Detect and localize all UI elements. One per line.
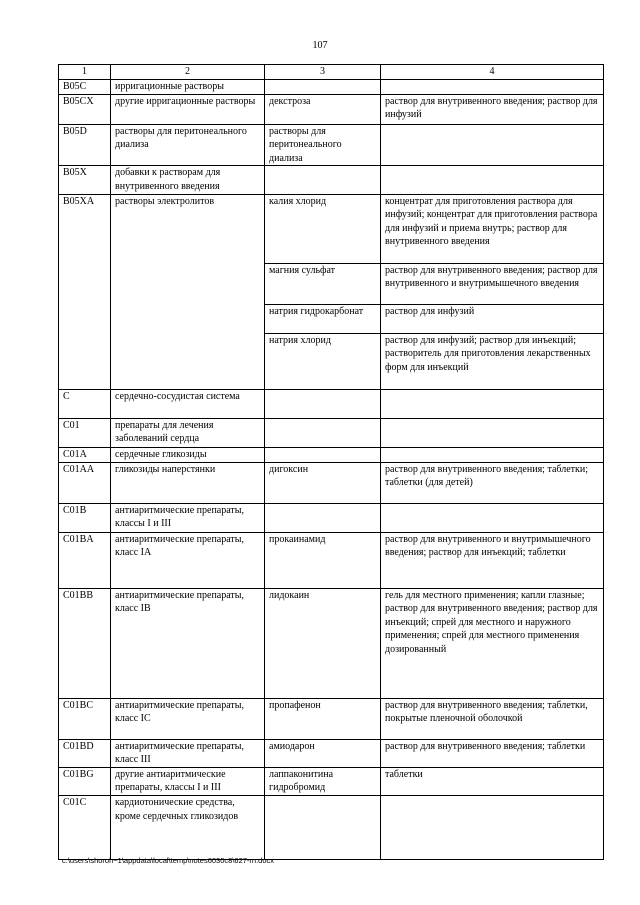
atc-code-cell: C01BA xyxy=(59,532,111,588)
atc-code-cell: C01C xyxy=(59,795,111,859)
header-cell-4: 4 xyxy=(381,65,604,80)
dosage-form-cell: раствор для внутривенного и внутримышечного введения; раствор для инъекций; таблетки xyxy=(381,532,604,588)
table-row xyxy=(59,389,604,418)
drug-name-cell xyxy=(265,503,381,532)
page-number: 107 xyxy=(312,40,328,51)
group-name-cell: антиаритмические препараты, класс IC xyxy=(111,698,265,739)
drug-name-cell: дигоксин xyxy=(265,462,381,503)
atc-code-cell: C01BD xyxy=(59,739,111,767)
table-row xyxy=(59,166,604,194)
group-name-cell: антиаритмические препараты, класс IB xyxy=(111,588,265,698)
table-row xyxy=(59,532,604,588)
drug-name-cell: натрия хлорид xyxy=(265,333,381,389)
table-row xyxy=(59,79,604,94)
atc-code-cell: C01BG xyxy=(59,767,111,795)
drug-name-cell: лаппаконитина гидробромид xyxy=(265,767,381,795)
atc-code-cell: C01 xyxy=(59,418,111,447)
group-name-cell: гликозиды наперстянки xyxy=(111,462,265,503)
dosage-form-cell xyxy=(381,795,604,859)
dosage-form-cell xyxy=(381,79,604,94)
drug-name-cell xyxy=(265,795,381,859)
drug-name-cell: пропафенон xyxy=(265,698,381,739)
dosage-form-cell: концентрат для приготовления раствора для инфузий; концентрат для приготовления раствора для инфузий и приема внутрь; раствор для внутривенного введения xyxy=(381,194,604,263)
group-name-cell: кардиотонические средства, кроме сердечных гликозидов xyxy=(111,795,265,859)
header-cell-1: 1 xyxy=(59,65,111,80)
group-name-cell: ирригационные растворы xyxy=(111,79,265,94)
dosage-form-cell xyxy=(381,447,604,462)
table-row xyxy=(59,124,604,166)
drug-name-cell: декстроза xyxy=(265,94,381,124)
table-row xyxy=(59,588,604,698)
table-row xyxy=(59,94,604,124)
dosage-form-cell: раствор для внутривенного введения; раствор для внутривенного и внутримышечного введения xyxy=(381,263,604,304)
medication-table xyxy=(58,64,604,860)
atc-code-cell: C01AA xyxy=(59,462,111,503)
table-row xyxy=(59,447,604,462)
table-row xyxy=(59,194,604,263)
group-name-cell: сердечно-сосудистая система xyxy=(111,389,265,418)
atc-code-cell: C xyxy=(59,389,111,418)
dosage-form-cell xyxy=(381,503,604,532)
drug-name-cell: магния сульфат xyxy=(265,263,381,304)
dosage-form-cell: раствор для инфузий; раствор для инъекций; растворитель для приготовления лекарственных форм для инъекций xyxy=(381,333,604,389)
drug-name-cell xyxy=(265,166,381,194)
atc-code-cell: B05C xyxy=(59,79,111,94)
dosage-form-cell: таблетки xyxy=(381,767,604,795)
group-name-cell: антиаритмические препараты, класс IA xyxy=(111,532,265,588)
group-name-cell: добавки к растворам для внутривенного введения xyxy=(111,166,265,194)
atc-code-cell: B05CX xyxy=(59,94,111,124)
atc-code-cell: B05XA xyxy=(59,194,111,389)
drug-name-cell: растворы для перитонеального диализа xyxy=(265,124,381,166)
group-name-cell: препараты для лечения заболеваний сердца xyxy=(111,418,265,447)
group-name-cell: другие ирригационные растворы xyxy=(111,94,265,124)
group-name-cell: растворы электролитов xyxy=(111,194,265,389)
dosage-form-cell xyxy=(381,418,604,447)
drug-name-cell: калия хлорид xyxy=(265,194,381,263)
dosage-form-cell xyxy=(381,389,604,418)
table-row xyxy=(59,795,604,859)
drug-name-cell: амиодарон xyxy=(265,739,381,767)
dosage-form-cell: гель для местного применения; капли глазные; раствор для внутривенного введения; раствор для инъекций; спрей для местного и наружного применения; спрей для местного применения дозированный xyxy=(381,588,604,698)
drug-name-cell xyxy=(265,447,381,462)
group-name-cell: другие антиаритмические препараты, классы I и III xyxy=(111,767,265,795)
atc-code-cell: B05D xyxy=(59,124,111,166)
dosage-form-cell: раствор для внутривенного введения; таблетки xyxy=(381,739,604,767)
group-name-cell: сердечные гликозиды xyxy=(111,447,265,462)
drug-name-cell: натрия гидрокарбонат xyxy=(265,304,381,333)
table-row xyxy=(59,739,604,767)
dosage-form-cell: раствор для внутривенного введения; таблетки, покрытые пленочной оболочкой xyxy=(381,698,604,739)
table-row xyxy=(59,767,604,795)
drug-name-cell xyxy=(265,389,381,418)
atc-code-cell: C01BB xyxy=(59,588,111,698)
dosage-form-cell: раствор для инфузий xyxy=(381,304,604,333)
header-cell-3: 3 xyxy=(265,65,381,80)
drug-name-cell: лидокаин xyxy=(265,588,381,698)
dosage-form-cell: раствор для внутривенного введения; таблетки; таблетки (для детей) xyxy=(381,462,604,503)
header-cell-2: 2 xyxy=(111,65,265,80)
table-row xyxy=(59,698,604,739)
dosage-form-cell: раствор для внутривенного введения; раствор для инфузий xyxy=(381,94,604,124)
table-header-row xyxy=(59,65,604,80)
group-name-cell: антиаритмические препараты, классы I и III xyxy=(111,503,265,532)
dosage-form-cell xyxy=(381,124,604,166)
dosage-form-cell xyxy=(381,166,604,194)
table-row xyxy=(59,503,604,532)
table-row xyxy=(59,418,604,447)
drug-name-cell xyxy=(265,418,381,447)
group-name-cell: антиаритмические препараты, класс III xyxy=(111,739,265,767)
table-row xyxy=(59,462,604,503)
atc-code-cell: C01BC xyxy=(59,698,111,739)
atc-code-cell: B05X xyxy=(59,166,111,194)
atc-code-cell: C01B xyxy=(59,503,111,532)
drug-name-cell: прокаинамид xyxy=(265,532,381,588)
drug-name-cell xyxy=(265,79,381,94)
atc-code-cell: C01A xyxy=(59,447,111,462)
group-name-cell: растворы для перитонеального диализа xyxy=(111,124,265,166)
document-file-path: c:\users\shoroh~1\appdata\local\temp\notes6030c8\627-rn.docx xyxy=(62,856,275,865)
